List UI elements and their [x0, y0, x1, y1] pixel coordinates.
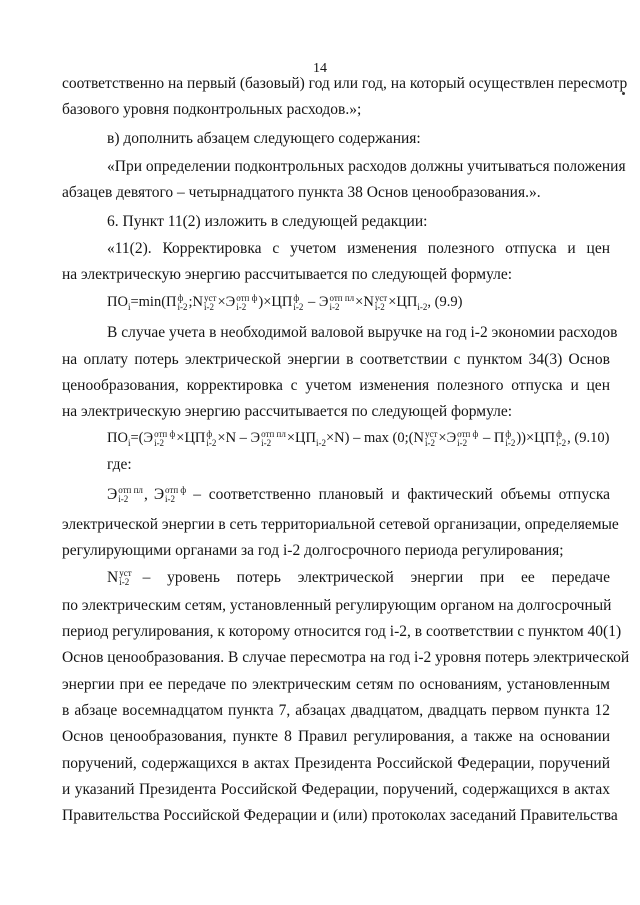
text-line: в абзаце восемнадцатом пункта 7, абзацах двадцатом, двадцать первом пункта 12: [62, 702, 610, 719]
text-line: ценообразования, корректировка с учетом изменения полезного отпуска и цен: [62, 377, 610, 394]
definition-e: Э отп пл i-2 , Э отп ф i-2 – соответственно плановый и фактический объемы отпуска: [107, 485, 610, 504]
text-line: на электрическую энергию рассчитывается по следующей формуле:: [62, 403, 513, 420]
formula-9-9: $ПО_i=\min(П$ ф i-2 ;N уст i-2 ×Э отп ф i-2 )×ЦП ф i-2 – Э отп пл i-2 ×N уст i-2 $\times ЦП_{i-2}$, (9.9): [107, 292, 463, 312]
text-line: поручений, содержащихся в актах Президента Российской Федерации, поручений: [62, 755, 610, 772]
text-line: Основ ценообразования. В случае пересмотра на год i-2 уровня потерь электрической: [62, 649, 630, 666]
text-line: период регулирования, к которому относится год i-2, в соответствии с пунктом 40(1): [62, 623, 622, 640]
text-line: абзацев девятого – четырнадцатого пункта 38 Основ ценообразования.».: [62, 184, 541, 201]
page-number: 14: [313, 61, 327, 76]
definition-n: N уст i-2 – уровень потерь электрической энергии при ее передаче: [107, 568, 610, 587]
text-line: базового уровня подконтрольных расходов.»;: [62, 101, 362, 118]
text-line: «11(2). Корректировка с учетом изменения полезного отпуска и цен: [107, 240, 610, 257]
text-line: на электрическую энергию рассчитывается по следующей формуле:: [62, 266, 513, 283]
text-line: энергии при ее передаче по электрическим сетям по основаниям, установленным: [62, 676, 610, 693]
text-line: «При определении подконтрольных расходов должны учитываться положения: [107, 158, 626, 175]
formula-9-10: $ПО_i=(Э$ отп ф i-2 ×ЦП ф i-2 ×N – Э отп пл i-2 $\times ЦП_{i-2}\times N) - \max$ (0;(N уст i-2 ×Э отп ф i-2 – П ф i-2 ))×ЦП ф i-2 , (9.10): [107, 428, 610, 448]
text-line: В случае учета в необходимой валовой выручке на год i-2 экономии расходов: [107, 324, 618, 341]
text-line: по электрическим сетям, установленный регулирующим органом на долгосрочный: [62, 597, 612, 614]
text-line: в) дополнить абзацем следующего содержания:: [107, 130, 421, 147]
text-line: и указаний Президента Российской Федерации, поручений, содержащихся в актах: [62, 781, 610, 798]
text-line: Основ ценообразования, пункте 8 Правил регулирования, а также на основании: [62, 728, 610, 745]
text-line: соответственно на первый (базовый) год или год, на который осуществлен пересмотр: [62, 75, 628, 92]
text-line: электрической энергии в сеть территориальной сетевой организации, определяемые: [62, 516, 619, 533]
text-line: регулирующими органами за год i-2 долгосрочного периода регулирования;: [62, 542, 564, 559]
text-line: Правительства Российской Федерации и (или) протоколах заседаний Правительства: [62, 807, 618, 824]
text-line: на оплату потерь электрической энергии в соответствии с пунктом 34(3) Основ: [62, 351, 610, 368]
text-line: где:: [107, 456, 132, 473]
scan-speck: [622, 92, 625, 95]
text-line: 6. Пункт 11(2) изложить в следующей редакции:: [107, 213, 428, 230]
